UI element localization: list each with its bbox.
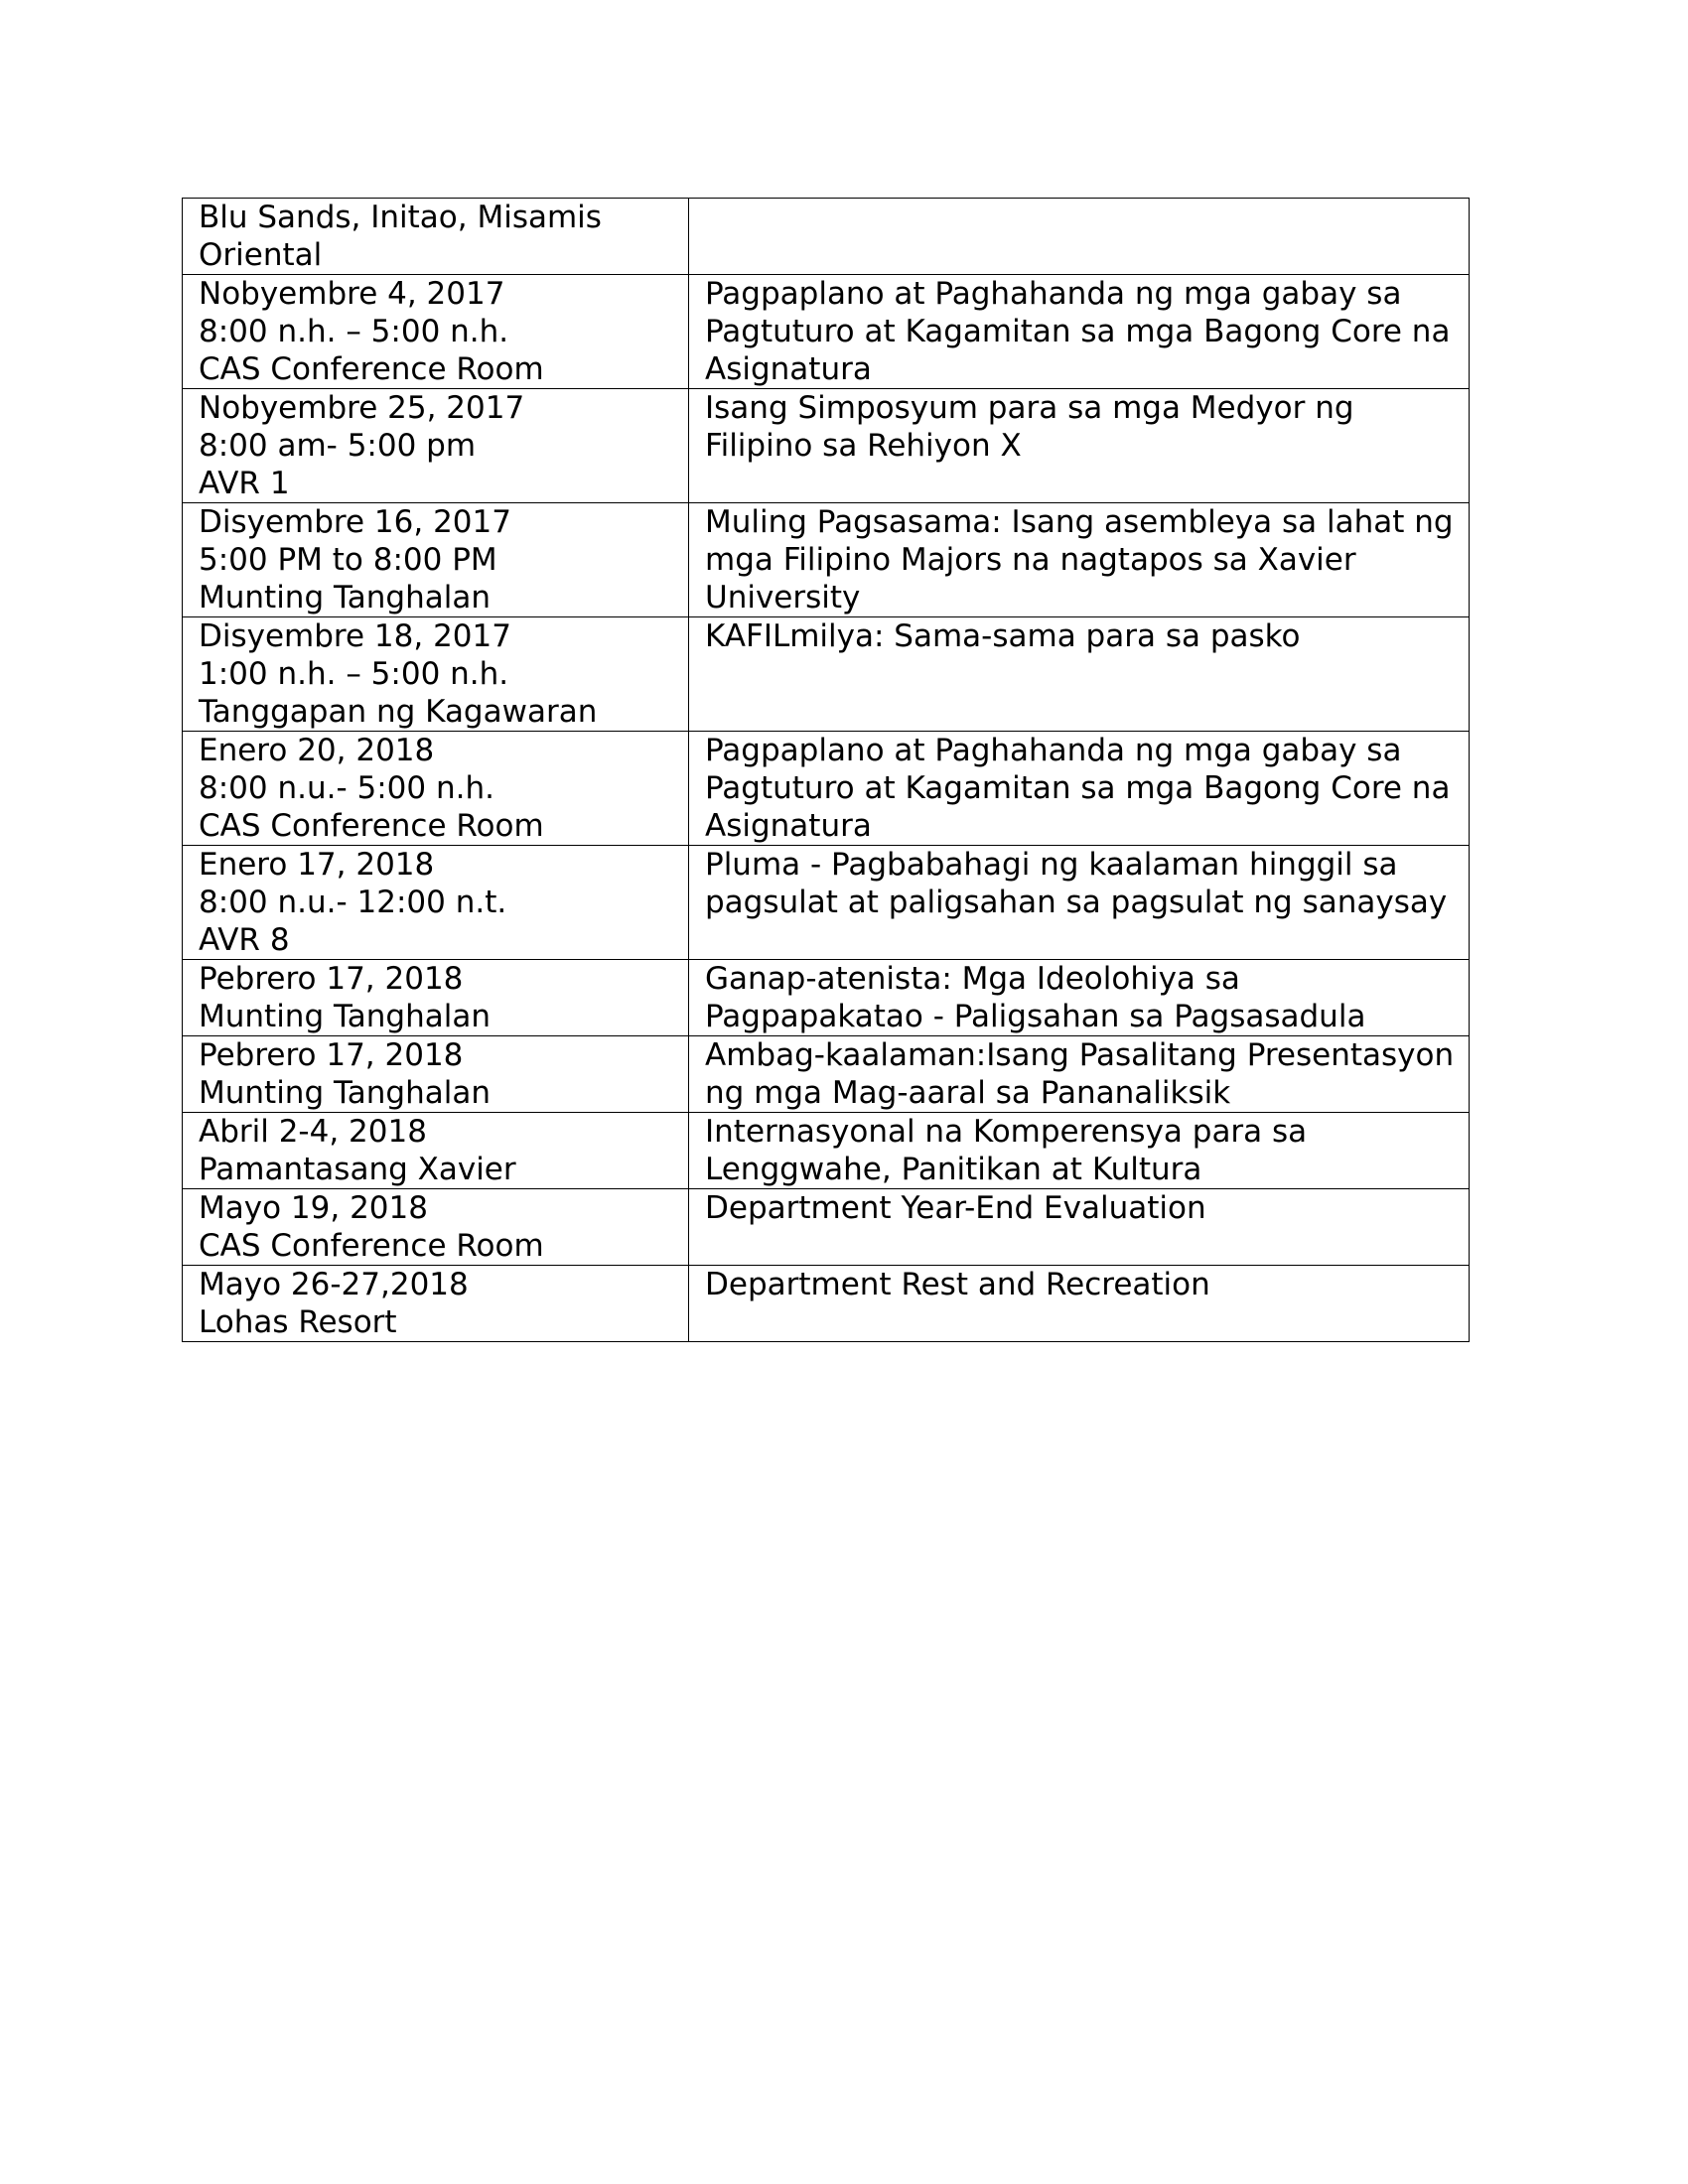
activity-cell: Pagpaplano at Paghahanda ng mga gabay sa Pagtuturo at Kagamitan sa mga Bagong Core na Asignatura <box>689 275 1470 389</box>
date-venue-cell: Enero 20, 2018 8:00 n.u.- 5:00 n.h. CAS Conference Room <box>183 732 689 846</box>
table-row <box>183 1036 1470 1113</box>
table-row <box>183 846 1470 960</box>
activity-cell: Department Rest and Recreation <box>689 1266 1470 1342</box>
table-row <box>183 1189 1470 1266</box>
table-row <box>183 503 1470 617</box>
activity-cell: Muling Pagsasama: Isang asembleya sa lahat ng mga Filipino Majors na nagtapos sa Xavier University <box>689 503 1470 617</box>
date-venue-cell: Mayo 19, 2018 CAS Conference Room <box>183 1189 689 1266</box>
activity-cell: Pluma - Pagbabahagi ng kaalaman hinggil sa pagsulat at paligsahan sa pagsulat ng sanaysay <box>689 846 1470 960</box>
date-venue-cell: Nobyembre 25, 2017 8:00 am- 5:00 pm AVR 1 <box>183 389 689 503</box>
activity-cell: Pagpaplano at Paghahanda ng mga gabay sa Pagtuturo at Kagamitan sa mga Bagong Core na Asignatura <box>689 732 1470 846</box>
date-venue-cell: Abril 2-4, 2018 Pamantasang Xavier <box>183 1113 689 1189</box>
date-venue-cell: Disyembre 18, 2017 1:00 n.h. – 5:00 n.h. Tanggapan ng Kagawaran <box>183 617 689 732</box>
date-venue-cell: Blu Sands, Initao, Misamis Oriental <box>183 199 689 275</box>
table-row <box>183 1113 1470 1189</box>
date-venue-cell: Mayo 26-27,2018 Lohas Resort <box>183 1266 689 1342</box>
table-row <box>183 199 1470 275</box>
schedule-table <box>182 198 1470 1342</box>
table-row <box>183 617 1470 732</box>
table-row <box>183 389 1470 503</box>
activity-cell: Department Year-End Evaluation <box>689 1189 1470 1266</box>
date-venue-cell: Disyembre 16, 2017 5:00 PM to 8:00 PM Munting Tanghalan <box>183 503 689 617</box>
activity-cell <box>689 199 1470 275</box>
date-venue-cell: Nobyembre 4, 2017 8:00 n.h. – 5:00 n.h. CAS Conference Room <box>183 275 689 389</box>
date-venue-cell: Pebrero 17, 2018 Munting Tanghalan <box>183 1036 689 1113</box>
table-row <box>183 275 1470 389</box>
activity-cell: Internasyonal na Komperensya para sa Lenggwahe, Panitikan at Kultura <box>689 1113 1470 1189</box>
date-venue-cell: Pebrero 17, 2018 Munting Tanghalan <box>183 960 689 1036</box>
activity-cell: KAFILmilya: Sama-sama para sa pasko <box>689 617 1470 732</box>
activity-cell: Ganap-atenista: Mga Ideolohiya sa Pagpapakatao - Paligsahan sa Pagsasadula <box>689 960 1470 1036</box>
table-row <box>183 1266 1470 1342</box>
activity-cell: Ambag-kaalaman:Isang Pasalitang Presentasyon ng mga Mag-aaral sa Pananaliksik <box>689 1036 1470 1113</box>
date-venue-cell: Enero 17, 2018 8:00 n.u.- 12:00 n.t. AVR 8 <box>183 846 689 960</box>
table-row <box>183 732 1470 846</box>
table-row <box>183 960 1470 1036</box>
activity-cell: Isang Simposyum para sa mga Medyor ng Filipino sa Rehiyon X <box>689 389 1470 503</box>
